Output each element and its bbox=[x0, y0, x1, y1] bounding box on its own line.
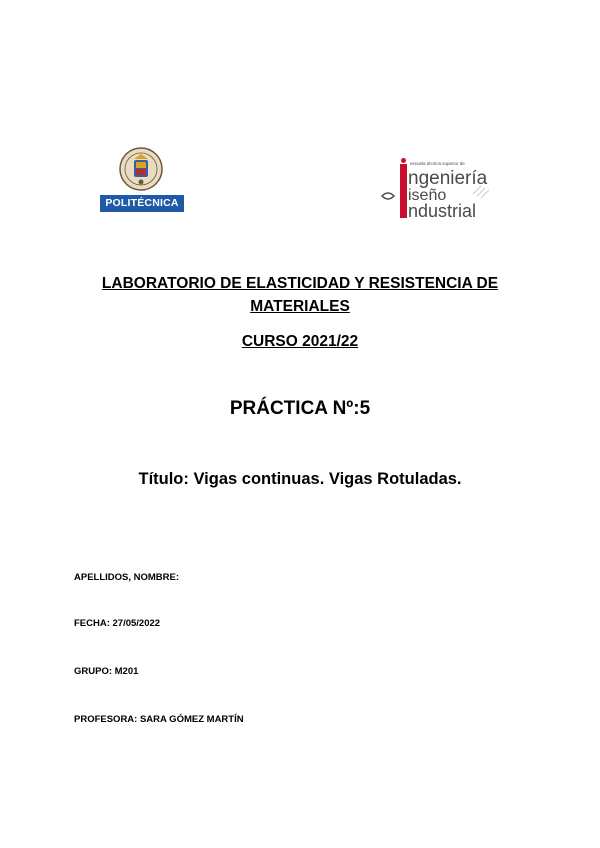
upm-logo bbox=[100, 146, 184, 214]
names-field: APELLIDOS, NOMBRE: bbox=[74, 572, 180, 583]
etsidi-line3: ndustrial bbox=[408, 201, 477, 221]
date-field: FECHA: 27/05/2022 bbox=[74, 618, 161, 629]
lab-title-line2: MATERIALES bbox=[250, 298, 350, 315]
upm-seal-icon bbox=[119, 146, 163, 192]
etsidi-line2: iseño bbox=[408, 187, 447, 204]
etsidi-line1: ngeniería bbox=[408, 168, 488, 189]
teacher-field: PROFESORA: SARA GÓMEZ MARTÍN bbox=[74, 714, 244, 725]
course-label: CURSO 2021/22 bbox=[241, 333, 359, 350]
etsidi-d-mark bbox=[382, 193, 394, 199]
etsidi-dot bbox=[401, 158, 406, 163]
lab-title-line1: LABORATORIO DE ELASTICIDAD Y RESISTENCIA DE bbox=[101, 275, 499, 292]
practice-title: Título: Vigas continuas. Vigas Rotuladas. bbox=[138, 470, 462, 488]
etsidi-logo bbox=[378, 158, 508, 222]
group-field: GRUPO: M201 bbox=[74, 666, 139, 677]
practice-number: PRÁCTICA Nº:5 bbox=[229, 398, 371, 419]
etsidi-red-bar bbox=[400, 164, 407, 218]
lab-title bbox=[0, 272, 600, 318]
etsidi-small-text: escuela técnica superior de bbox=[410, 161, 465, 166]
upm-wordmark: POLITÉCNICA bbox=[100, 195, 184, 212]
